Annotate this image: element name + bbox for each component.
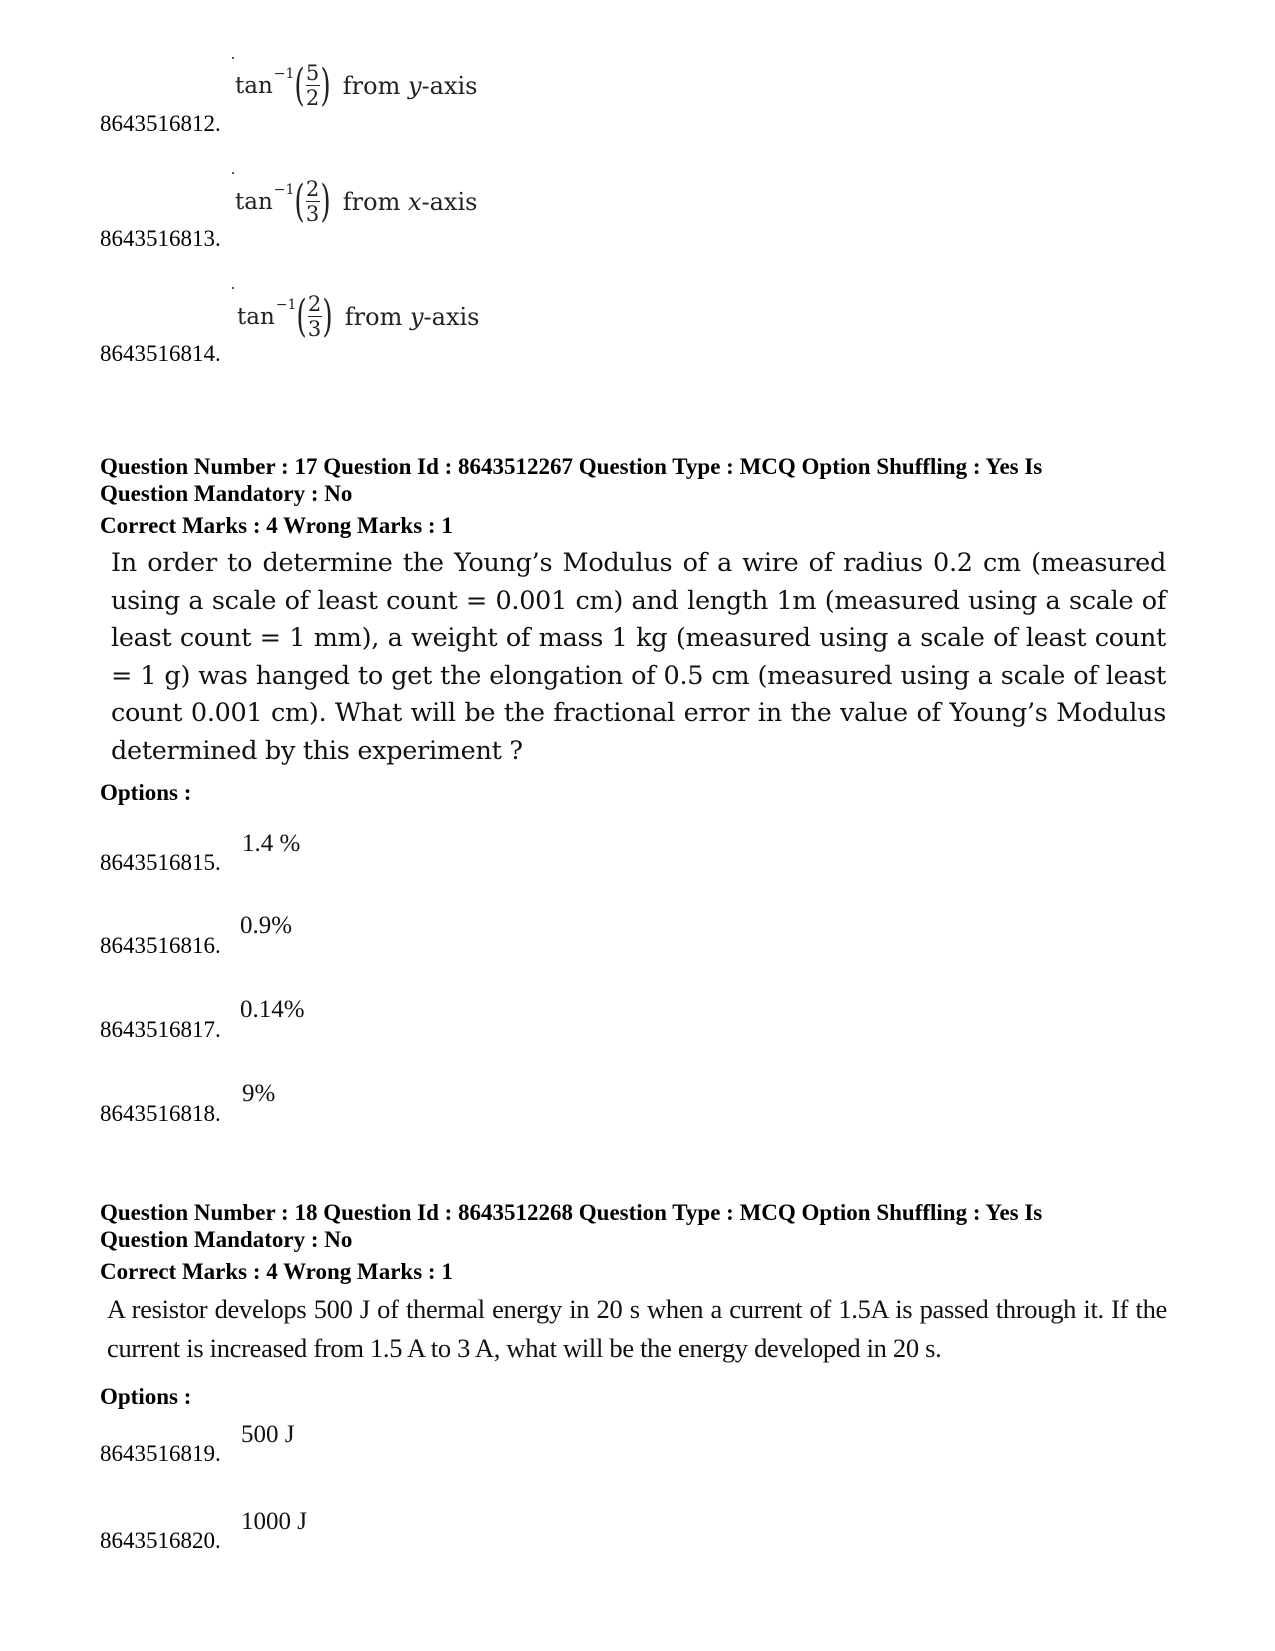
- scan-dot: [232, 57, 234, 59]
- option-text: 9%: [242, 1080, 276, 1107]
- option-text: 500 J: [241, 1421, 295, 1448]
- exponent: −1: [273, 65, 295, 82]
- question-18-text: A resistor develops 500 J of thermal energy in 20 s when a current of 1.5A is passed through it. If the current is increased from 1.5 A to 3 A, what will be the energy developed in 20 s.: [107, 1294, 1167, 1363]
- option-id: 8643516820.: [100, 1528, 221, 1553]
- option-id: 8643516818.: [100, 1101, 221, 1126]
- question-header-line: Question Mandatory : No: [100, 1227, 353, 1252]
- axis-letter: y: [407, 71, 422, 100]
- question-header-line: Question Mandatory : No: [100, 481, 353, 506]
- option-id: 8643516814.: [100, 341, 221, 366]
- left-paren: (: [296, 290, 308, 342]
- numerator: 2: [305, 177, 320, 201]
- function-name: tan: [235, 72, 273, 99]
- option-formula-2: [235, 175, 478, 227]
- axis-text: [345, 303, 480, 331]
- from-word: from: [342, 187, 408, 216]
- right-paren: ): [322, 290, 333, 342]
- question-17-header: [100, 453, 1190, 507]
- axis-letter: x: [407, 187, 422, 216]
- denominator: 3: [307, 317, 322, 342]
- question-18-header: [100, 1199, 1190, 1253]
- left-paren: (: [294, 59, 306, 111]
- option-id: 8643516817.: [100, 1017, 221, 1042]
- exponent: −1: [273, 181, 295, 198]
- option-formula-1: [235, 59, 478, 111]
- option-id: 8643516813.: [100, 226, 221, 251]
- axis-suffix: -axis: [421, 71, 478, 100]
- option-text: 0.14%: [240, 996, 305, 1023]
- option-id: 8643516819.: [100, 1441, 221, 1466]
- axis-suffix: -axis: [423, 302, 480, 331]
- axis-text: [343, 72, 478, 100]
- numerator: 5: [305, 61, 320, 85]
- option-text: 1000 J: [241, 1508, 307, 1535]
- option-id: 8643516815.: [100, 850, 221, 875]
- scan-dot: [232, 172, 234, 174]
- option-text: 0.9%: [240, 912, 293, 939]
- options-label: Options :: [100, 1384, 192, 1409]
- question-header-line: Question Number : 17 Question Id : 8643512267 Question Type : MCQ Option Shuffling : Yes Is: [100, 454, 1043, 479]
- axis-suffix: -axis: [421, 187, 478, 216]
- option-formula-3: [237, 290, 480, 342]
- fraction: [308, 293, 322, 340]
- option-text: 1.4 %: [242, 830, 301, 857]
- function-name: tan: [237, 303, 275, 330]
- option-id: 8643516816.: [100, 933, 221, 958]
- left-paren: (: [294, 175, 306, 227]
- from-word: from: [342, 71, 408, 100]
- function-name: tan: [235, 188, 273, 215]
- question-17-text: In order to determine the Young’s Modulus of a wire of radius 0.2 cm (measured using a scale of least count = 0.001 cm) and length 1m (measured using a scale of least count = 1 mm), a weight of mass 1 kg (measured using a scale of least count = 1 g) was hanged to get the elongation of 0.5 cm (measured using a scale of least count 0.001 cm). What will be the fractional error in the value of Young’s Modulus determined by this experiment ?: [111, 548, 1166, 766]
- exponent: −1: [275, 296, 297, 313]
- question-17-marks: Correct Marks : 4 Wrong Marks : 1: [100, 513, 453, 538]
- axis-text: [343, 188, 478, 216]
- right-paren: ): [320, 59, 331, 111]
- fraction: [306, 62, 320, 109]
- denominator: 2: [305, 86, 320, 111]
- options-label: Options :: [100, 780, 192, 805]
- right-paren: ): [320, 175, 331, 227]
- numerator: 2: [307, 292, 322, 316]
- question-header-line: Question Number : 18 Question Id : 8643512268 Question Type : MCQ Option Shuffling : Yes Is: [100, 1200, 1043, 1225]
- denominator: 3: [305, 202, 320, 227]
- fraction: [306, 178, 320, 225]
- option-id: 8643516812.: [100, 111, 221, 136]
- axis-letter: y: [409, 302, 424, 331]
- scan-dot: [232, 287, 234, 289]
- from-word: from: [344, 302, 410, 331]
- question-18-marks: Correct Marks : 4 Wrong Marks : 1: [100, 1259, 453, 1284]
